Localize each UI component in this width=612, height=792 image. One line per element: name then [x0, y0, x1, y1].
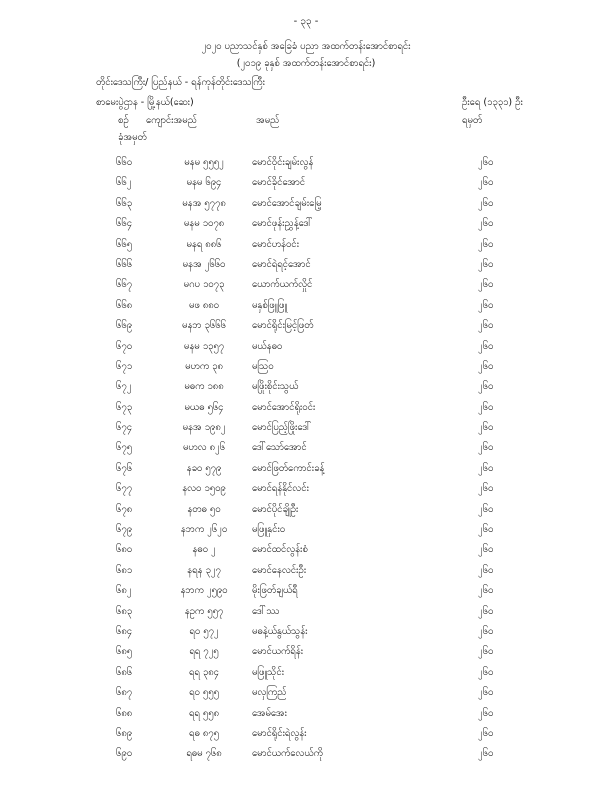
row-number: ၆၆၂ — [116, 177, 132, 189]
candidate-count: ဦးရေ (၁၃၃၁) ဦး — [462, 97, 523, 108]
row-marks: ၂၆၀ — [478, 218, 494, 230]
column-header-roll: ခုံအမှတ် — [118, 132, 147, 143]
table-row — [0, 376, 612, 396]
document-subtitle: (၂၀၁၉ ခုနှစ် အထက်တန်းအောင်စာရင်း) — [236, 58, 376, 69]
roll-number: နတဓ ၅၀ — [187, 503, 221, 515]
roll-number: မနအ ၁၉၈၂ — [182, 422, 226, 434]
roll-number: မနအ ၂၆၆၀ — [182, 258, 226, 270]
candidate-name: မောင်ရိုင်းရဲလွန်း — [252, 727, 307, 739]
row-number: ၆၈၂ — [116, 585, 132, 597]
row-marks: ၂၆၀ — [478, 157, 494, 168]
row-number: ၆၇၂ — [116, 381, 132, 393]
candidate-name: မောင်ဖြတ်ကောင်းခန့် — [252, 462, 325, 474]
row-marks: ၂၆၀ — [478, 585, 494, 597]
candidate-name: မောင်ခိုင်အောင် — [252, 177, 306, 189]
row-number: ၆၆၃ — [116, 197, 133, 209]
candidate-name: ယောက်ယက်လှိုင် — [252, 279, 313, 291]
roll-number: နခ၀ ၅၇၉ — [186, 462, 222, 474]
table-row — [0, 662, 612, 682]
candidate-name: မောင်ဖုန်းညွှန့်ဒေါ် — [252, 218, 313, 230]
page-number: - ၃၃ - — [293, 16, 319, 27]
row-number: ၆၇၃ — [116, 401, 133, 413]
row-number: ၆၆၉ — [116, 320, 133, 332]
row-marks: ၂၆၀ — [478, 197, 494, 209]
row-number: ၆၆၆ — [116, 258, 133, 270]
table-row — [0, 560, 612, 580]
row-marks: ၂၆၀ — [478, 360, 494, 372]
row-marks: ၂၆၀ — [478, 258, 494, 270]
row-marks: ၂၆၀ — [478, 564, 494, 576]
row-number: ၆၈၃ — [116, 605, 133, 617]
table-row — [0, 417, 612, 437]
table-row — [0, 437, 612, 457]
table-row — [0, 621, 612, 641]
row-number: ၆၈၄ — [116, 625, 133, 637]
row-marks: ၂၆၀ — [478, 646, 494, 658]
candidate-name: မဖြူသိုင်း — [252, 666, 285, 678]
row-number: ၆၇၅ — [116, 442, 133, 454]
table-row — [0, 682, 612, 702]
table-row — [0, 641, 612, 661]
roll-number: မနမ ၁၀၇၈ — [183, 218, 225, 230]
candidate-name: မောင်ဟန်ဝင်း — [252, 238, 299, 250]
roll-number: မဖ ၈၈၀ — [188, 299, 220, 311]
roll-number: ရဓ ၈၇၅ — [189, 727, 219, 739]
row-marks: ၂၆၀ — [478, 279, 494, 291]
row-marks: ၂၆၀ — [478, 177, 494, 189]
row-marks: ၂၆၀ — [478, 381, 494, 393]
row-marks: ၂၆၀ — [478, 605, 494, 617]
table-row — [0, 234, 612, 254]
candidate-name: မောင်အောင်ရိုးဝင်း — [252, 401, 316, 413]
row-marks: ၂၆၀ — [478, 707, 494, 719]
row-marks: ၂၆၀ — [478, 401, 494, 413]
row-number: ၆၇၄ — [116, 422, 133, 434]
table-row — [0, 601, 612, 621]
row-marks: ၂၆၀ — [478, 748, 494, 760]
candidate-name: မောင်နေလင်းဦး — [252, 564, 307, 576]
roll-number: မနဘ ၃၆၆၆ — [182, 320, 226, 332]
candidate-name: မောင်အောင်ချမ်းမြေ့ — [252, 197, 322, 209]
roll-number: ရ၀ ၅၅၅ — [189, 687, 219, 699]
roll-number: မဟက ၃၈ — [185, 360, 223, 372]
column-header-school: ကျောင်းအမည် — [146, 115, 197, 126]
row-number: ၆၇၁ — [116, 360, 133, 372]
roll-number: မဓက ၁၈၈ — [184, 381, 224, 393]
candidate-name: မောင်ရဲရင့်အောင် — [252, 258, 311, 270]
roll-number: နဘက ၂၆၂၀ — [180, 524, 228, 536]
roll-number: နဘက ၂၅၉၀ — [180, 585, 228, 597]
candidate-name: မောင်ထင်လွန်းစံ — [252, 544, 308, 556]
row-marks: ၂၆၀ — [478, 483, 494, 495]
row-marks: ၂၆၀ — [478, 299, 494, 311]
roll-number: ရရ ၃၈၄ — [188, 666, 220, 678]
roll-number: ရရ ၅၅၈ — [188, 707, 220, 719]
row-marks: ၂၆၀ — [478, 462, 494, 474]
row-number: ၆၈၆ — [116, 666, 133, 678]
row-marks: ၂၆၀ — [478, 544, 494, 556]
roll-number: မယဓ ၅၆၄ — [184, 401, 224, 413]
row-number: ၆၆၅ — [116, 238, 133, 250]
roll-number: ရ၀ ၅၇၂ — [189, 625, 219, 637]
row-number: ၆၈၈ — [116, 707, 133, 719]
table-row — [0, 295, 612, 315]
results-table — [0, 152, 612, 764]
row-marks: ၂၆၀ — [478, 320, 494, 332]
row-number: ၆၈၁ — [116, 564, 133, 576]
row-number: ၆၈၅ — [116, 646, 133, 658]
table-row — [0, 743, 612, 763]
row-number: ၆၇၉ — [116, 524, 133, 536]
candidate-name: မောင်ရိုင်းမြင့်ဖြတ် — [252, 320, 314, 332]
roll-number: မနမ ၆၉၄ — [186, 177, 222, 189]
candidate-name: မဩ၀ — [252, 360, 274, 372]
candidate-name: မနှစ်ဖြူဖြူ — [252, 299, 288, 311]
candidate-name: ဒေါ်ဿ — [252, 605, 280, 617]
candidate-name: မဖြိုးစိုင်းသွယ် — [252, 381, 299, 393]
row-marks: ၂၆၀ — [478, 687, 494, 699]
row-number: ၆၉၀ — [116, 748, 133, 760]
row-marks: ၂၆၀ — [478, 503, 494, 515]
roll-number: မဟလ ၈၂၆ — [182, 442, 226, 454]
table-row — [0, 274, 612, 294]
region-label: တိုင်းဒေသကြီး/ ပြည်နယ် - ရန်ကုန်တိုင်းဒေသကြီး — [96, 77, 265, 88]
table-row — [0, 397, 612, 417]
candidate-name: မောင်ရန်နိုင်လင်း — [252, 483, 309, 495]
candidate-name: မယ်နဓ၀ — [252, 340, 283, 352]
table-row — [0, 458, 612, 478]
table-row — [0, 519, 612, 539]
row-marks: ၂၆၀ — [478, 422, 494, 434]
row-number: ၆၇၈ — [116, 503, 133, 515]
column-header-name: အမည် — [256, 115, 280, 126]
table-row — [0, 539, 612, 559]
roll-number: မနမ ၁၃၅၇ — [183, 340, 225, 352]
table-row — [0, 172, 612, 192]
candidate-name: မိုးဖြတ်ချယ်ရီ — [252, 585, 298, 597]
row-marks: ၂၆၀ — [478, 524, 494, 536]
candidate-name: မောင်ယက်လေယ်ကို — [252, 748, 323, 760]
row-marks: ၂၆၀ — [478, 727, 494, 739]
row-number: ၆၈၇ — [116, 687, 133, 699]
table-row — [0, 478, 612, 498]
row-number: ၆၇၇ — [116, 483, 133, 495]
row-number: ၆၆၇ — [116, 279, 133, 291]
candidate-name: မဖြူနှင်း၀ — [252, 524, 286, 536]
table-row — [0, 254, 612, 274]
roll-number: မနမ ၅၅၅၂ — [184, 157, 224, 168]
row-marks: ၂၆၀ — [478, 442, 494, 454]
row-marks: ၂၆၀ — [478, 625, 494, 637]
table-row — [0, 315, 612, 335]
table-row — [0, 213, 612, 233]
row-number: ၆၆၄ — [116, 218, 133, 230]
row-number: ၆၇၆ — [116, 462, 133, 474]
row-number: ၆၈၉ — [116, 727, 133, 739]
document-title: ၂၀၂၀ ပညာသင်နှစ် အခြေခံ ပညာ အထက်တန်းအောင်စာရင်း — [201, 41, 411, 52]
table-row — [0, 580, 612, 600]
row-marks: ၂၆၀ — [478, 666, 494, 678]
roll-number: မဂပ ၁၀၇၃ — [183, 279, 225, 291]
table-row — [0, 356, 612, 376]
column-header-no: စဉ် — [118, 115, 129, 126]
table-row — [0, 193, 612, 213]
row-number: ၆၈၀ — [116, 544, 133, 556]
roll-number: နဥက ၅၅၇ — [184, 605, 224, 617]
column-header-marks: ရမှတ် — [462, 115, 483, 126]
row-number: ၆၆၀ — [116, 157, 133, 168]
table-row — [0, 152, 612, 172]
table-row — [0, 336, 612, 356]
roll-number: ရဓမ ၇၆၈ — [186, 748, 222, 760]
roll-number: နလ၀ ၁၅၀၉ — [182, 483, 226, 495]
row-number: ၆၇၀ — [116, 340, 133, 352]
exam-center-label: စာမေးပွဲဌာန - မြို့နယ်(ဆေး) — [96, 97, 194, 108]
candidate-name: အေမ်အေး — [252, 707, 287, 719]
candidate-name: မောင်ယက်ရိန်း — [252, 646, 304, 658]
candidate-name: မဓနဲ့ယ်နွယ်သွန်း — [252, 625, 308, 637]
table-row — [0, 723, 612, 743]
row-marks: ၂၆၀ — [478, 238, 494, 250]
row-marks: ၂၆၀ — [478, 340, 494, 352]
roll-number: နဓ၀ ၂ — [192, 544, 216, 556]
roll-number: ရရ ၇၂၅ — [189, 646, 219, 658]
candidate-name: မလှကြည် — [252, 687, 287, 699]
table-row — [0, 499, 612, 519]
candidate-name: ဒေါ်သော်အောင် — [252, 442, 307, 454]
row-number: ၆၆၈ — [116, 299, 133, 311]
roll-number: မနအ ၅၇၇၈ — [182, 197, 226, 209]
table-row — [0, 703, 612, 723]
candidate-name: မောင်ဝိုင်းချမ်းလွန် — [252, 157, 314, 168]
candidate-name: မောင်ပြည့်ဖြိုးဒေါ် — [252, 422, 312, 434]
roll-number: မနရ ၈၈၆ — [186, 238, 222, 250]
candidate-name: မောင်ပိုင်ချိုဦး — [252, 503, 299, 515]
roll-number: နရန ၃၂၇ — [187, 564, 221, 576]
